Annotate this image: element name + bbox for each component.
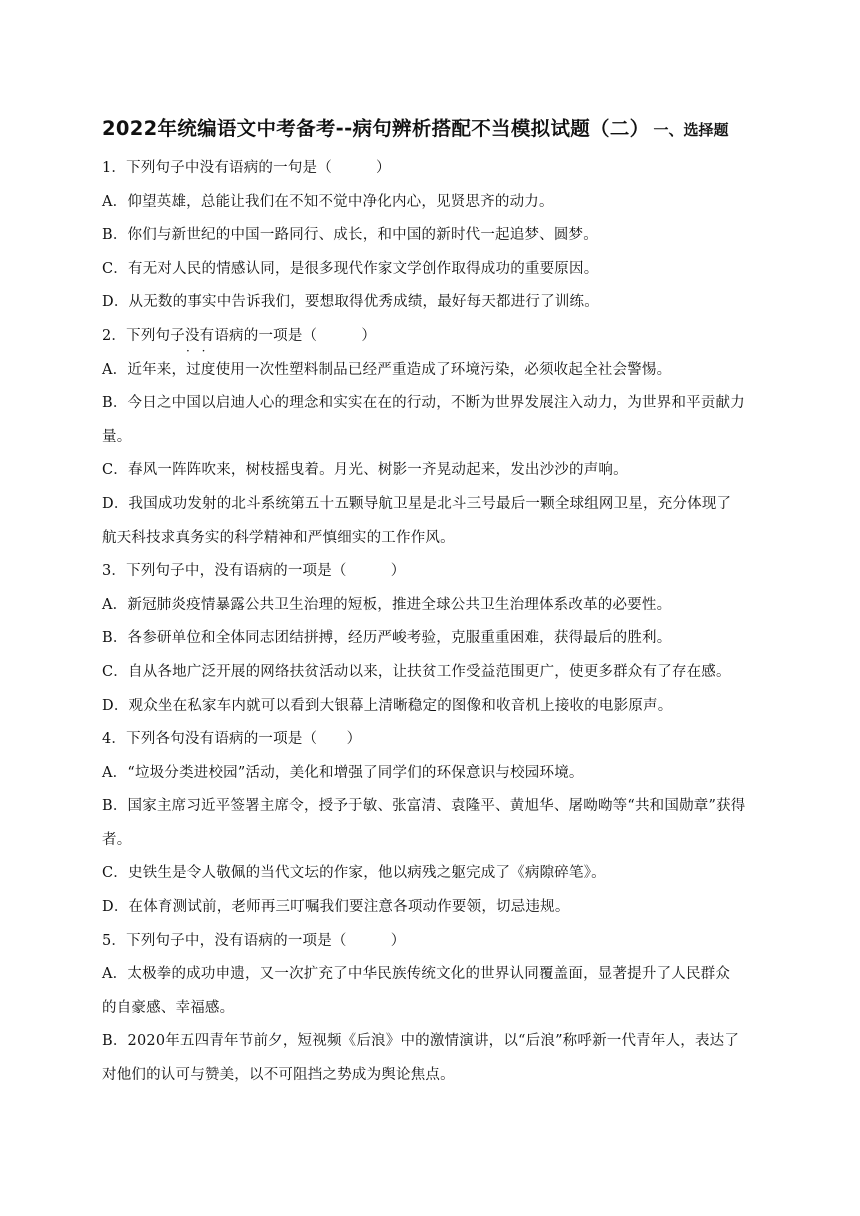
question-5-stem: 5．下列句子中，没有语病的一项是（ ）	[102, 932, 406, 949]
section-heading: 一、选择题	[653, 121, 729, 139]
question-4-option-c: C．史铁生是令人敬佩的当代文坛的作家，他以病残之躯完成了《病隙碎笔》。	[102, 865, 606, 882]
question-list	[102, 152, 762, 1093]
question-4-option-b: B．国家主席习近平签署主席令，授予于敏、张富清、袁隆平、黄旭华、屠呦呦等“共和国勋章”获得	[102, 798, 746, 815]
question-3-option-c: C．自从各地广泛开展的网络扶贫活动以来，让扶贫工作受益范围更广，使更多群众有了存在感。	[102, 663, 731, 680]
question-4-option-d: D．在体育测试前，老师再三叮嘱我们要注意各项动作要领，切忌违规。	[102, 899, 570, 916]
question-1-option-d: D．从无数的事实中告诉我们，要想取得优秀成绩，最好每天都进行了训练。	[102, 294, 599, 311]
question-5-option-a-cont: 的自豪感、幸福感。	[102, 999, 235, 1016]
emphasis-dots: 没有 · ·	[185, 320, 214, 354]
question-2-option-b: B．今日之中国以启迪人心的理念和实实在在的行动，不断为世界发展注入动力，为世界和平贡献力	[102, 395, 745, 412]
question-2-option-b-cont: 量。	[102, 428, 132, 445]
question-3-option-b: B．各参研单位和全体同志团结拼搏，经历严峻考验，克服重重困难，获得最后的胜利。	[102, 630, 672, 647]
question-4-option-a: A．“垃圾分类进校园”活动，美化和增强了同学们的环保意识与校园环境。	[102, 764, 584, 781]
question-1-option-c: C．有无对人民的情感认同，是很多现代作家文学创作取得成功的重要原因。	[102, 260, 599, 277]
question-2-stem-prefix: 2．下列句子	[102, 327, 185, 344]
question-1-option-a: A．仰望英雄，总能让我们在不知不觉中净化内心，见贤思齐的动力。	[102, 193, 554, 210]
question-3-stem: 3．下列句子中，没有语病的一项是（ ）	[102, 563, 406, 580]
question-2-option-a: A．近年来，过度使用一次性塑料制品已经严重造成了环境污染，必须收起全社会警惕。	[102, 361, 672, 378]
document-title: 2022年统编语文中考备考--病句辨析搭配不当模拟试题（二）	[102, 117, 650, 140]
question-3-option-a: A．新冠肺炎疫情暴露公共卫生治理的短板，推进全球公共卫生治理体系改革的必要性。	[102, 596, 672, 613]
question-1-stem: 1．下列句子中没有语病的一句是（ ）	[102, 160, 391, 176]
question-4-option-b-cont: 者。	[102, 831, 132, 848]
question-5-option-b: B．2020年五四青年节前夕，短视频《后浪》中的激情演讲，以“后浪”称呼新一代青年人，表达了	[102, 1033, 740, 1050]
question-2-option-d: D．我国成功发射的北斗系统第五十五颗导航卫星是北斗三号最后一颗全球组网卫星，充分体现了	[102, 495, 732, 512]
question-2-stem	[102, 320, 762, 354]
question-2-stem-suffix: 语病的一项是（ ）	[214, 327, 377, 344]
question-5-option-a: A．太极拳的成功申遗，又一次扩充了中华民族传统文化的世界认同覆盖面，显著提升了人民群众	[102, 966, 731, 983]
question-4-stem: 4．下列各句没有语病的一项是（ ）	[102, 731, 362, 748]
document-title-line	[102, 113, 802, 141]
question-5-option-b-cont: 对他们的认可与赞美，以不可阻挡之势成为舆论焦点。	[102, 1067, 455, 1084]
question-3-option-d: D．观众坐在私家车内就可以看到大银幕上清晰稳定的图像和收音机上接收的电影原声。	[102, 697, 673, 714]
question-2-option-c: C．春风一阵阵吹来，树枝摇曳着。月光、树影一齐晃动起来，发出沙沙的声响。	[102, 462, 628, 479]
question-1-option-b: B．你们与新世纪的中国一路同行、成长，和中国的新时代一起追梦、圆梦。	[102, 227, 598, 244]
question-2-option-d-cont: 航天科技求真务实的科学精神和严慎细实的工作作风。	[102, 529, 455, 546]
